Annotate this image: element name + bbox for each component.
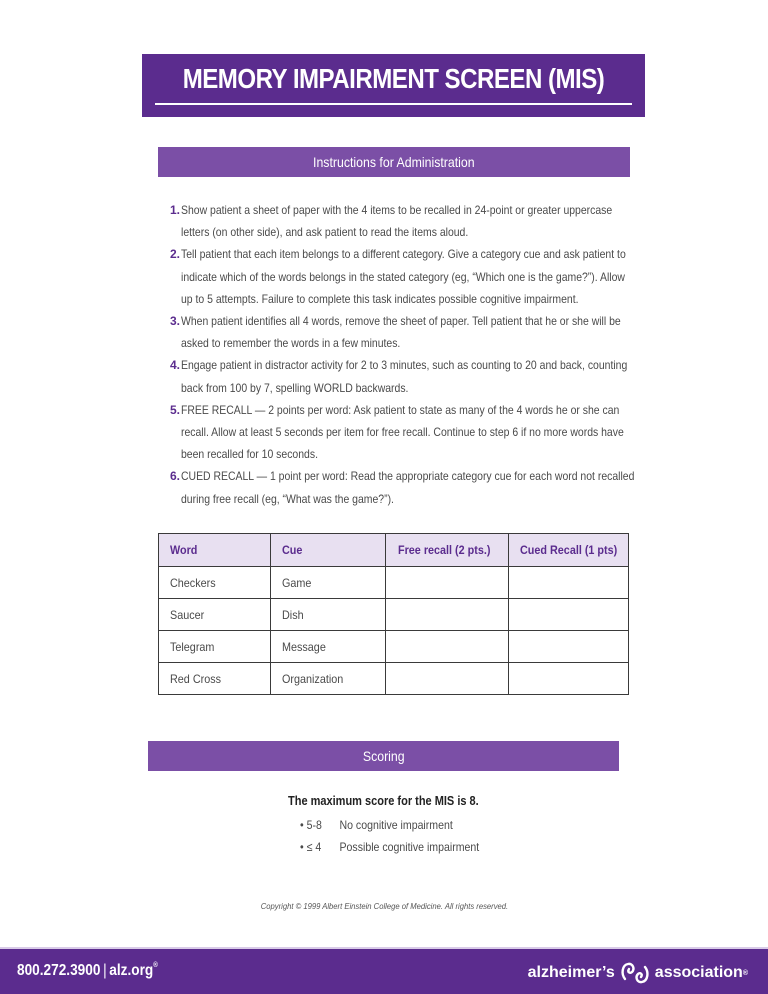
word-cell: Red Cross xyxy=(159,663,271,695)
instruction-step xyxy=(170,243,630,310)
cue-cell: Dish xyxy=(270,599,385,631)
step-text: Engage patient in distractor activity for 2 to 3 minutes, such as counting to 20 and back, counting back from 100 by 7, spelling WORLD backwards. xyxy=(181,358,628,395)
logo-text-left: alzheimer’s xyxy=(527,964,615,981)
page-title: MEMORY IMPAIRMENT SCREEN (MIS) xyxy=(182,63,605,94)
score-label: No cognitive impairment xyxy=(339,818,453,832)
cued-recall-cell[interactable] xyxy=(508,567,628,599)
step-text: Show patient a sheet of paper with the 4 items to be recalled in 24-point or greater uppercase letters (on other side), and ask patient to read the items aloud. xyxy=(181,203,613,240)
instruction-step xyxy=(170,465,635,509)
alzheimers-association-logo xyxy=(528,961,748,985)
registered-mark: ® xyxy=(153,962,158,969)
website-link[interactable]: alz.org xyxy=(109,962,154,979)
free-recall-cell[interactable] xyxy=(386,567,509,599)
instruction-step xyxy=(170,199,630,243)
logo-registered-mark: ® xyxy=(742,969,748,977)
instruction-step xyxy=(170,399,630,466)
header-free-recall: Free recall (2 pts.) xyxy=(386,534,509,567)
table-row xyxy=(159,599,629,631)
header-cue: Cue xyxy=(270,534,385,567)
max-score-statement: The maximum score for the MIS is 8. xyxy=(288,794,479,808)
step-number: 3. xyxy=(170,314,181,329)
instructions-list xyxy=(170,199,635,510)
title-underline xyxy=(155,103,632,105)
footer-contact xyxy=(17,962,158,980)
header-cued-recall: Cued Recall (1 pts) xyxy=(508,534,628,567)
cue-cell: Game xyxy=(270,567,385,599)
table-header-row xyxy=(159,534,629,567)
step-number: 5. xyxy=(170,402,181,417)
step-number: 4. xyxy=(170,358,181,373)
score-bands xyxy=(300,814,504,858)
score-band xyxy=(300,814,479,836)
step-text: When patient identifies all 4 words, remove the sheet of paper. Tell patient that he or she will be asked to remember the words in a few minutes. xyxy=(181,314,621,351)
instruction-step xyxy=(170,354,630,398)
free-recall-cell[interactable] xyxy=(386,631,509,663)
separator: | xyxy=(103,962,107,979)
footer-bar xyxy=(0,947,768,994)
score-label: Possible cognitive impairment xyxy=(339,840,480,854)
cued-recall-cell[interactable] xyxy=(508,631,628,663)
cued-recall-cell[interactable] xyxy=(508,663,628,695)
instruction-step xyxy=(170,310,630,354)
score-range: ≤ 4 xyxy=(306,840,322,854)
logo-text-right: association xyxy=(654,964,743,981)
phone-number[interactable]: 800.272.3900 xyxy=(17,962,101,979)
cued-recall-cell[interactable] xyxy=(508,599,628,631)
scoring-heading: Scoring xyxy=(362,748,405,764)
alz-association-logo-icon xyxy=(620,961,650,985)
cue-cell: Organization xyxy=(270,663,385,695)
step-text: Tell patient that each item belongs to a different category. Give a category cue and ask patient to indicate which of the words belongs in the stated category (eg, “Which one is the game?”). Allow up to 5 attempts. Failure to complete this task indicates possible cognitive impairment. xyxy=(181,247,626,306)
table-row xyxy=(159,567,629,599)
header-word: Word xyxy=(159,534,271,567)
score-band xyxy=(300,836,479,858)
step-text: FREE RECALL — 2 points per word: Ask patient to state as many of the 4 words he or she can recall. Allow at least 5 seconds per item for free recall. Continue to step 6 if no more words have been recalled for 10 seconds. xyxy=(181,402,624,462)
step-number: 2. xyxy=(170,247,181,262)
free-recall-cell[interactable] xyxy=(386,663,509,695)
copyright-notice: Copyright © 1999 Albert Einstein College of Medicine. All rights reserved. xyxy=(260,901,508,911)
word-cell: Telegram xyxy=(159,631,271,663)
title-block xyxy=(142,54,645,117)
table-row xyxy=(159,631,629,663)
score-range: 5-8 xyxy=(306,818,322,832)
step-number: 1. xyxy=(170,203,181,217)
free-recall-cell[interactable] xyxy=(386,599,509,631)
step-text: CUED RECALL — 1 point per word: Read the appropriate category cue for each word not recalled during free recall (eg, “What was the game?”). xyxy=(181,469,635,506)
bullet-icon: • xyxy=(300,818,304,832)
recall-table xyxy=(158,533,629,695)
bullet-icon: • xyxy=(300,840,304,854)
word-cell: Checkers xyxy=(159,567,271,599)
instructions-heading-bar xyxy=(158,147,630,177)
table-row xyxy=(159,663,629,695)
word-cell: Saucer xyxy=(159,599,271,631)
scoring-heading-bar xyxy=(148,741,619,771)
step-number: 6. xyxy=(170,469,181,484)
instructions-heading: Instructions for Administration xyxy=(313,154,475,170)
cue-cell: Message xyxy=(270,631,385,663)
